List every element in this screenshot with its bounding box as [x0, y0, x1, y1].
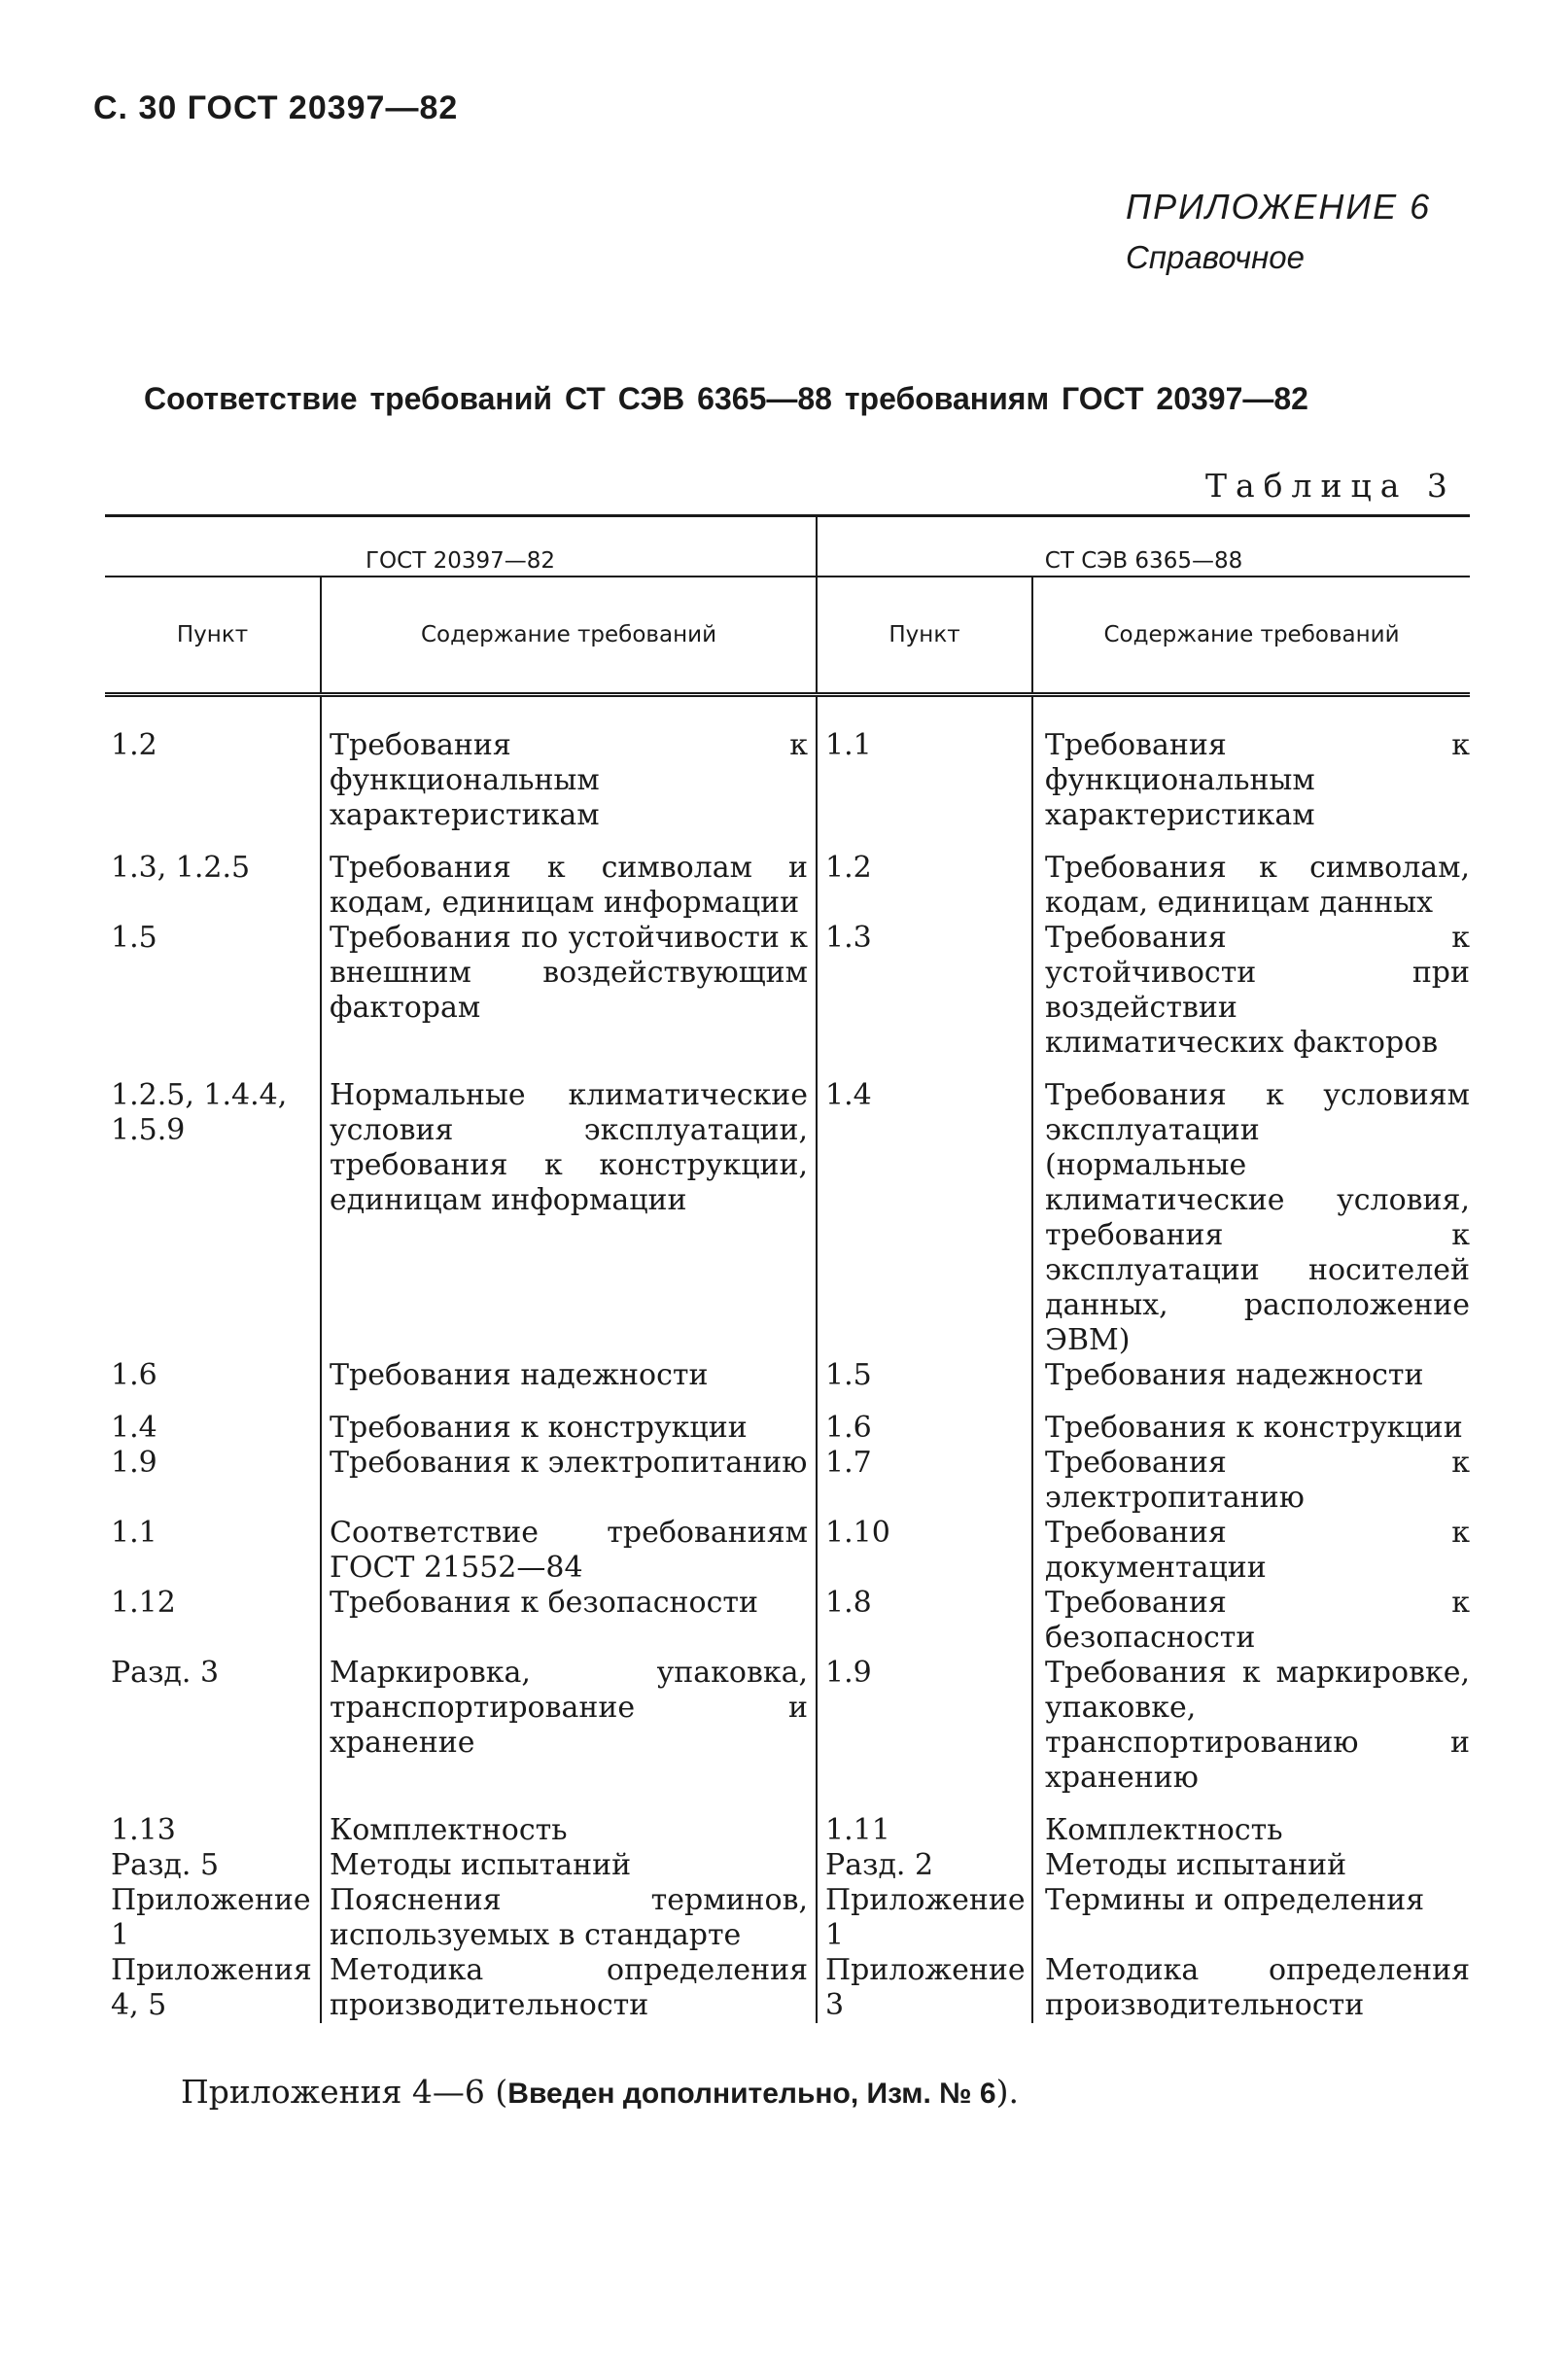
gost-requirement-cell: Соответствие требованиям ГОСТ 21552—84 — [321, 1516, 817, 1586]
gost-item-cell: Разд. 5 — [105, 1848, 321, 1883]
gost-item-cell: Приложения 4, 5 — [105, 1953, 321, 2023]
gost-requirement-cell: Требования надежности — [321, 1358, 817, 1411]
sev-item-cell: 1.10 — [817, 1516, 1032, 1586]
gost-requirement-cell: Маркировка, упаковка, транспортирование и хранение — [321, 1656, 817, 1813]
sev-requirement-cell: Требования к документации — [1045, 1516, 1471, 1585]
gost-item-cell: 1.12 — [105, 1586, 321, 1656]
document-title: Соответствие требований СТ СЭВ 6365—88 требованиям ГОСТ 20397—82 — [144, 381, 1308, 416]
col-header-sev-item: Пункт — [817, 577, 1032, 695]
sev-requirement-cell: Требования надежности — [1045, 1358, 1424, 1392]
group-header-sev: СТ СЭВ 6365—88 — [817, 516, 1470, 577]
sev-requirement-cell: Требования к символам, кодам, единицам данных — [1045, 851, 1471, 920]
sev-requirement-cell: Методы испытаний — [1045, 1848, 1347, 1882]
col-header-sev-requirements: Содержание требований — [1032, 577, 1470, 695]
gost-requirement-cell: Требования к конструкции — [321, 1411, 817, 1446]
table-label: Таблица 3 — [1205, 467, 1456, 505]
table-row — [105, 695, 1470, 852]
gost-item-cell: 1.5 — [105, 921, 321, 1078]
sev-item-cell: Приложение 3 — [817, 1953, 1032, 2023]
table-row — [105, 1813, 1470, 1848]
gost-item-cell: Приложение 1 — [105, 1883, 321, 1953]
table-row — [105, 1586, 1470, 1656]
table-body — [105, 695, 1470, 2024]
sev-item-cell: 1.11 — [817, 1813, 1032, 1848]
gost-requirement-cell: Требования к безопасности — [321, 1586, 817, 1656]
footer-amendment: Введен дополнительно, Изм. № 6 — [507, 2078, 996, 2110]
table-row — [105, 921, 1470, 1078]
sev-requirement-cell: Требования к электропитанию — [1045, 1446, 1471, 1515]
table-row — [105, 1953, 1470, 2023]
sev-item-cell: 1.3 — [817, 921, 1032, 1078]
gost-requirement-cell: Комплектность — [321, 1813, 817, 1848]
sev-item-cell: 1.1 — [817, 695, 1032, 852]
correspondence-table-wrap — [105, 514, 1470, 2023]
gost-item-cell: 1.2.5, 1.4.4, 1.5.9 — [105, 1078, 321, 1358]
sev-item-cell: 1.9 — [817, 1656, 1032, 1813]
gost-requirement-cell: Методика определения производительности — [321, 1953, 817, 2023]
gost-requirement-cell: Требования к символам и кодам, единицам информации — [321, 851, 817, 921]
sev-item-cell: 1.4 — [817, 1078, 1032, 1358]
sev-requirement-cell: Требования к безопасности — [1045, 1586, 1471, 1655]
sev-requirement-cell: Требования к устойчивости при воздействии климатических факторов — [1045, 921, 1471, 1060]
table-row — [105, 1411, 1470, 1446]
sev-item-cell: 1.8 — [817, 1586, 1032, 1656]
col-header-gost-item: Пункт — [105, 577, 321, 695]
gost-item-cell: 1.6 — [105, 1358, 321, 1411]
sev-requirement-cell: Требования к условиям эксплуатации (нормальные климатические условия, требования к эксплуатации носителей данных, расположение ЭВМ) — [1045, 1078, 1471, 1357]
footer-note — [181, 2073, 1019, 2111]
sev-requirement-cell: Комплектность — [1045, 1813, 1283, 1847]
col-header-gost-requirements: Содержание требований — [321, 577, 817, 695]
sev-requirement-cell: Требования к маркировке, упаковке, транспортированию и хранению — [1045, 1656, 1471, 1795]
footer-suffix: ). — [995, 2073, 1019, 2111]
sev-item-cell: 1.7 — [817, 1446, 1032, 1516]
sev-requirement-cell: Термины и определения — [1045, 1883, 1425, 1917]
sev-item-cell: 1.2 — [817, 851, 1032, 921]
table-row — [105, 1883, 1470, 1953]
sev-requirement-cell: Требования к функциональным характеристикам — [1045, 728, 1471, 832]
appendix-type: Справочное — [1126, 239, 1306, 275]
gost-item-cell: 1.4 — [105, 1411, 321, 1446]
sev-item-cell: 1.6 — [817, 1411, 1032, 1446]
page-header: С. 30 ГОСТ 20397—82 — [93, 89, 459, 126]
table-row — [105, 1848, 1470, 1883]
gost-requirement-cell: Требования к электропитанию — [321, 1446, 817, 1516]
sev-item-cell: 1.5 — [817, 1358, 1032, 1411]
table-row — [105, 1078, 1470, 1358]
gost-item-cell: 1.9 — [105, 1446, 321, 1516]
table-row — [105, 1358, 1470, 1411]
table-row — [105, 1516, 1470, 1586]
table-row — [105, 1446, 1470, 1516]
table-row — [105, 851, 1470, 921]
sev-requirement-cell: Требования к конструкции — [1045, 1411, 1463, 1445]
appendix-title: ПРИЛОЖЕНИЕ 6 — [1126, 187, 1432, 227]
gost-requirement-cell: Требования по устойчивости к внешним воздействующим факторам — [321, 921, 817, 1078]
footer-prefix: Приложения 4—6 ( — [181, 2073, 508, 2111]
table-row — [105, 1656, 1470, 1813]
gost-item-cell: 1.1 — [105, 1516, 321, 1586]
gost-item-cell: Разд. 3 — [105, 1656, 321, 1813]
sev-requirement-cell: Методика определения производительности — [1045, 1953, 1471, 2022]
sev-item-cell: Приложение 1 — [817, 1883, 1032, 1953]
gost-requirement-cell: Нормальные климатические условия эксплуатации, требования к конструкции, единицам информации — [321, 1078, 817, 1358]
gost-requirement-cell: Требования к функциональным характеристикам — [321, 695, 817, 852]
gost-item-cell: 1.3, 1.2.5 — [105, 851, 321, 921]
sev-item-cell: Разд. 2 — [817, 1848, 1032, 1883]
correspondence-table — [105, 514, 1470, 2023]
gost-requirement-cell: Пояснения терминов, используемых в стандарте — [321, 1883, 817, 1953]
gost-item-cell: 1.13 — [105, 1813, 321, 1848]
group-header-gost: ГОСТ 20397—82 — [105, 516, 817, 577]
gost-requirement-cell: Методы испытаний — [321, 1848, 817, 1883]
gost-item-cell: 1.2 — [105, 695, 321, 852]
